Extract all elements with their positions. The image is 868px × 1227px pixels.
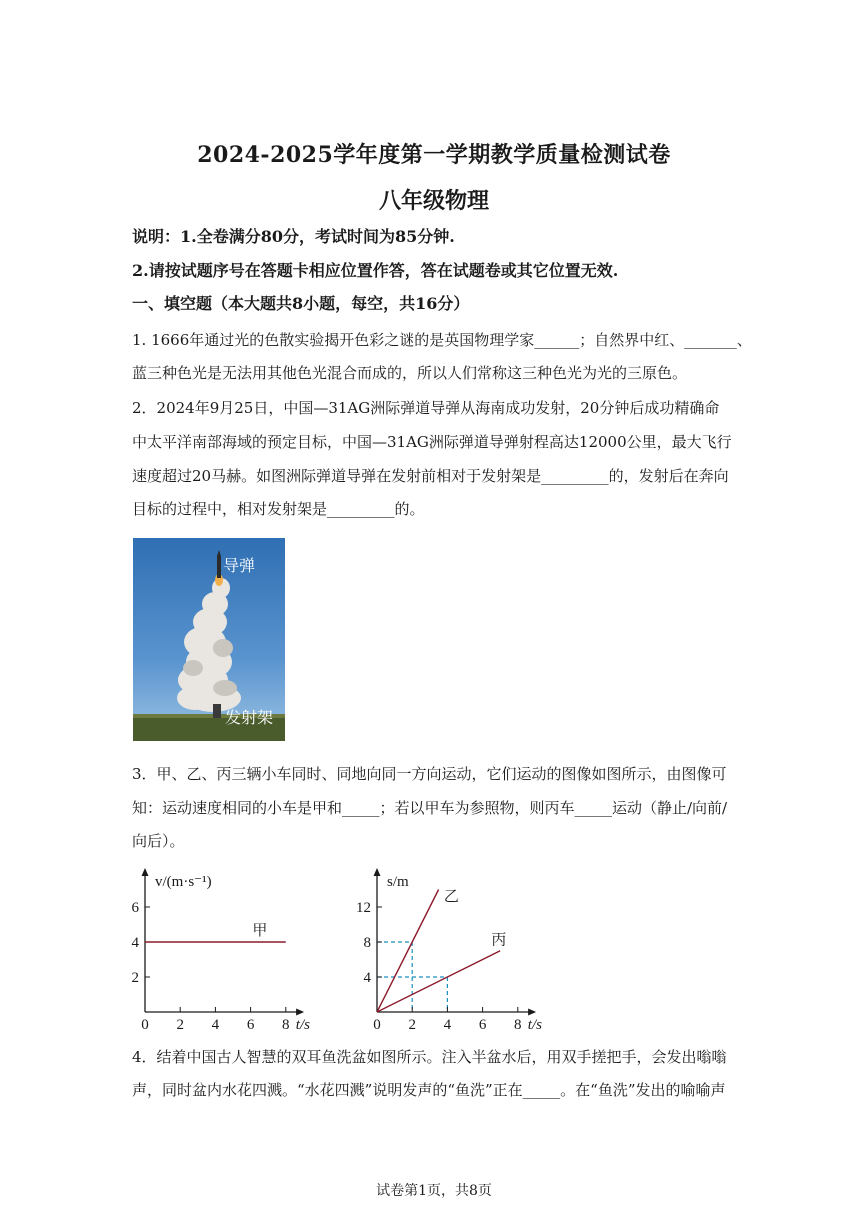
series-line-1 <box>377 951 500 1012</box>
x-tick-label: 8 <box>514 1017 522 1033</box>
page-footer: 试卷第1页，共8页 <box>376 1183 492 1199</box>
series-label-0: 甲 <box>252 923 268 939</box>
displacement-time-chart <box>350 862 560 1040</box>
q1-line-1: 1. 1666年通过光的色散实验揭开色彩之谜的是英国物理学家______；自然界中红、_______、 <box>132 331 752 349</box>
x-tick-label: 2 <box>176 1017 184 1033</box>
x-axis-arrow <box>296 1009 304 1016</box>
y-tick-label: 6 <box>131 900 139 916</box>
y-axis-label: s/m <box>387 874 409 890</box>
missile-launch-photo <box>133 538 285 741</box>
x-tick-label: 2 <box>408 1017 416 1033</box>
q3-line-2: 知：运动速度相同的小车是甲和_____；若以甲车为参照物，则丙车_____运动（静止/向前/ <box>132 799 728 817</box>
series-label-1: 丙 <box>491 932 507 949</box>
exam-subtitle: 八年级物理 <box>378 188 489 214</box>
label-launcher: 发射架 <box>225 708 274 727</box>
y-axis-arrow <box>142 868 149 876</box>
x-axis-label: t/s <box>527 1017 542 1033</box>
y-tick-label: 2 <box>131 970 139 986</box>
series-label-0: 乙 <box>443 888 459 905</box>
x-tick-label: 4 <box>211 1017 220 1033</box>
q4-line-1: 4．结着中国古人智慧的双耳鱼洗盆如图所示。注入半盆水后，用双手搓把手，会发出嗡嗡 <box>132 1048 727 1066</box>
y-tick-label: 12 <box>356 900 371 916</box>
y-tick-label: 4 <box>131 935 139 951</box>
velocity-time-chart <box>118 862 328 1040</box>
y-tick-label: 4 <box>363 970 371 986</box>
y-axis-arrow <box>374 868 381 876</box>
q2-line-4: 目标的过程中，相对发射架是_________的。 <box>132 500 425 518</box>
y-tick-label: 8 <box>363 935 371 951</box>
x-tick-label: 8 <box>282 1017 290 1033</box>
note-line-1: 说明：1.全卷满分80分，考试时间为85分钟. <box>132 227 455 246</box>
series-line-0 <box>377 890 439 1013</box>
x-axis-arrow <box>528 1009 536 1016</box>
exam-title: 2024-2025学年度第一学期教学质量检测试卷 <box>197 142 671 168</box>
q2-line-2: 中太平洋南部海域的预定目标，中国—31AG洲际弹道导弹射程高达12000公里，最大飞行 <box>132 433 732 451</box>
x-tick-label: 6 <box>478 1017 487 1033</box>
q1-line-2: 蓝三种色光是无法用其他色光混合而成的，所以人们常称这三种色光为光的三原色。 <box>132 364 688 382</box>
q2-line-3: 速度超过20马赫。如图洲际弹道导弹在发射前相对于发射架是_________的，发射后在奔向 <box>132 467 729 485</box>
label-missile: 导弹 <box>223 556 256 575</box>
x-axis-label: t/s <box>295 1017 310 1033</box>
q3-line-1: 3．甲、乙、丙三辆小车同时、同地向同一方向运动，它们运动的图像如图所示，由图像可 <box>132 765 727 783</box>
section-heading: 一、填空题（本大题共8小题，每空，共16分） <box>132 294 470 313</box>
x-tick-label: 0 <box>141 1017 149 1033</box>
y-axis-label: v/(m·s⁻¹) <box>155 874 212 890</box>
x-tick-label: 6 <box>246 1017 255 1033</box>
q3-line-3: 向后）。 <box>132 832 185 850</box>
q2-line-1: 2．2024年9月25日，中国—31AG洲际弹道导弹从海南成功发射，20分钟后成功精确命 <box>132 399 720 417</box>
x-tick-label: 4 <box>443 1017 452 1033</box>
q4-line-2: 声，同时盆内水花四溅。“水花四溅”说明发声的“鱼洗”正在_____。在“鱼洗”发出的喻喻声 <box>132 1081 726 1099</box>
x-tick-label: 0 <box>373 1017 381 1033</box>
note-line-2: 2.请按试题序号在答题卡相应位置作答，答在试题卷或其它位置无效. <box>132 261 619 280</box>
